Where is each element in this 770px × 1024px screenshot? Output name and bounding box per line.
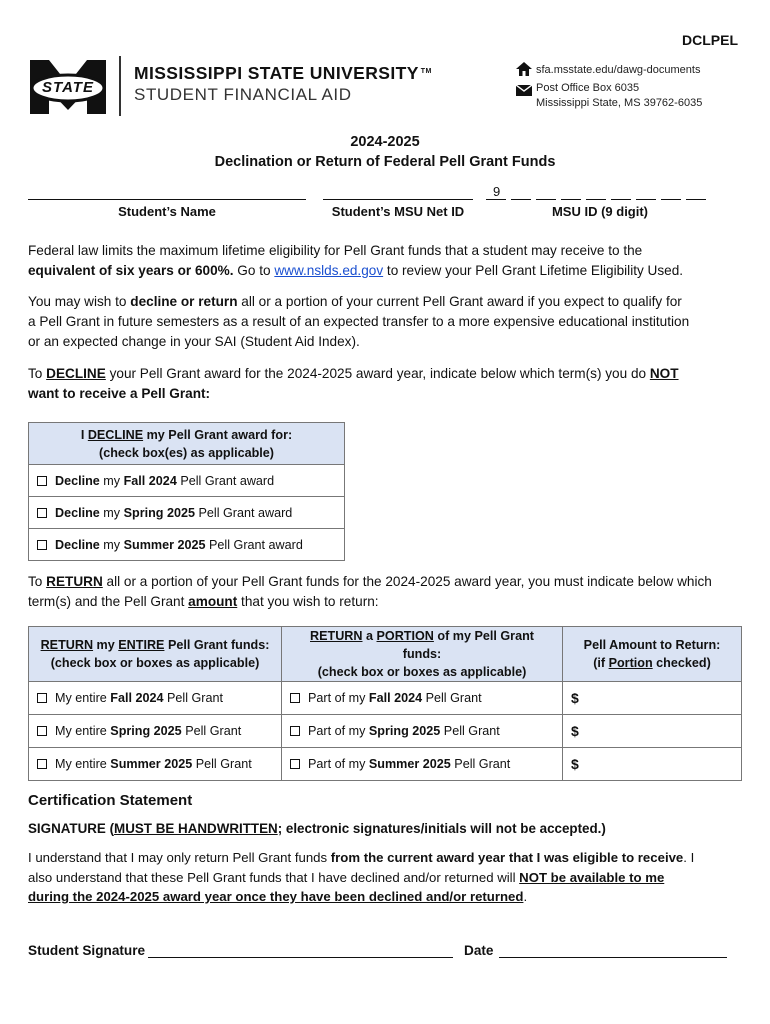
department-name: STUDENT FINANCIAL AID xyxy=(134,85,352,104)
netid-field[interactable] xyxy=(323,199,473,200)
form-code: DCLPEL xyxy=(682,32,738,48)
return-portion-spring-checkbox[interactable] xyxy=(290,726,300,736)
envelope-icon xyxy=(516,83,532,94)
return-amount-header: Pell Amount to Return: (if Portion checked) xyxy=(563,627,742,682)
return-portion-fall-checkbox[interactable] xyxy=(290,693,300,703)
msu-logo xyxy=(27,58,109,116)
signature-instructions: SIGNATURE (MUST BE HANDWRITTEN; electronic signatures/initials will not be accepted.) xyxy=(28,821,606,836)
return-portion-summer[interactable]: Part of my Summer 2025 Pell Grant xyxy=(282,748,563,781)
student-signature-label: Student Signature xyxy=(28,943,146,958)
return-entire-spring[interactable]: My entire Spring 2025 Pell Grant xyxy=(29,715,282,748)
contact-city: Mississippi State, MS 39762-6035 xyxy=(536,97,703,109)
return-entire-spring-checkbox[interactable] xyxy=(37,726,47,736)
return-table xyxy=(28,626,742,781)
logo-badge-text: STATE xyxy=(42,79,94,96)
decline-summer-checkbox[interactable] xyxy=(37,540,47,550)
return-amount-summer[interactable]: $ xyxy=(563,748,742,781)
return-portion-summer-checkbox[interactable] xyxy=(290,759,300,769)
decline-table-header: I DECLINE my Pell Grant award for: (check box(es) as applicable) xyxy=(29,423,345,465)
certification-statement: I understand that I may only return Pell Grant funds from the current award year that I was eligible to receive. I also understand that these Pell Grant funds that I have declined and/or returned will NOT be available to me during the 2024-2025 award year once they have been declined and/or returned. xyxy=(28,850,695,904)
paragraph-decline-instructions: To DECLINE your Pell Grant award for the 2024-2025 award year, indicate below which term(s) you do NOT want to receive a Pell Grant: xyxy=(28,366,679,401)
return-entire-summer[interactable]: My entire Summer 2025 Pell Grant xyxy=(29,748,282,781)
date-field[interactable] xyxy=(499,957,727,958)
decline-fall-checkbox[interactable] xyxy=(37,476,47,486)
paragraph-decline-return: You may wish to decline or return all or a portion of your current Pell Grant award if you expect to qualify for a Pell Grant in future semesters as a result of an expected transfer to a more expensive educational institution or an expected change in your SAI (Student Aid Index). xyxy=(28,294,690,349)
logo-divider xyxy=(119,56,121,116)
decline-row[interactable]: Decline my Summer 2025 Pell Grant award xyxy=(29,529,345,561)
contact-box: Post Office Box 6035 xyxy=(536,82,640,94)
home-icon xyxy=(516,62,532,76)
return-entire-summer-checkbox[interactable] xyxy=(37,759,47,769)
decline-row[interactable]: Decline my Fall 2024 Pell Grant award xyxy=(29,465,345,497)
msuid-field[interactable] xyxy=(486,184,714,200)
return-amount-spring[interactable]: $ xyxy=(563,715,742,748)
student-name-field[interactable] xyxy=(28,199,306,200)
return-portion-spring[interactable]: Part of my Spring 2025 Pell Grant xyxy=(282,715,563,748)
msuid-prefix: 9 xyxy=(493,184,501,199)
msuid-label: MSU ID (9 digit) xyxy=(551,204,649,219)
decline-spring-checkbox[interactable] xyxy=(37,508,47,518)
decline-row[interactable]: Decline my Spring 2025 Pell Grant award xyxy=(29,497,345,529)
return-entire-fall[interactable]: My entire Fall 2024 Pell Grant xyxy=(29,682,282,715)
date-label: Date xyxy=(464,943,494,958)
return-portion-fall[interactable]: Part of my Fall 2024 Pell Grant xyxy=(282,682,563,715)
return-amount-fall[interactable]: $ xyxy=(563,682,742,715)
student-name-label: Student’s Name xyxy=(118,204,216,219)
return-row xyxy=(29,682,742,715)
contact-web: sfa.msstate.edu/dawg-documents xyxy=(536,64,701,76)
return-entire-fall-checkbox[interactable] xyxy=(37,693,47,703)
return-row xyxy=(29,715,742,748)
form-title: Declination or Return of Federal Pell Grant Funds xyxy=(214,154,556,170)
decline-table xyxy=(28,422,345,561)
return-portion-header: RETURN a PORTION of my Pell Grant funds: (check box or boxes as applicable) xyxy=(282,627,563,682)
student-signature-field[interactable] xyxy=(148,957,453,958)
return-entire-header: RETURN my ENTIRE Pell Grant funds: (check box or boxes as applicable) xyxy=(29,627,282,682)
certification-heading: Certification Statement xyxy=(28,792,193,809)
nslds-link[interactable]: www.nslds.ed.gov xyxy=(274,263,384,278)
university-name: MISSISSIPPI STATE UNIVERSITY ™ xyxy=(134,63,432,83)
form-year: 2024-2025 xyxy=(350,134,420,150)
return-row xyxy=(29,748,742,781)
netid-label: Student’s MSU Net ID xyxy=(331,204,465,219)
paragraph-return-instructions: To RETURN all or a portion of your Pell Grant funds for the 2024-2025 award year, you must indicate below which term(s) and the Pell Grant amount that you wish to return: xyxy=(28,574,712,609)
paragraph-eligibility: Federal law limits the maximum lifetime eligibility for Pell Grant funds that a student may receive to the equivalent of six years or 600%. Go to www.nslds.ed.gov to review your Pell Grant Lifetime Eligibility Used. xyxy=(28,243,684,278)
